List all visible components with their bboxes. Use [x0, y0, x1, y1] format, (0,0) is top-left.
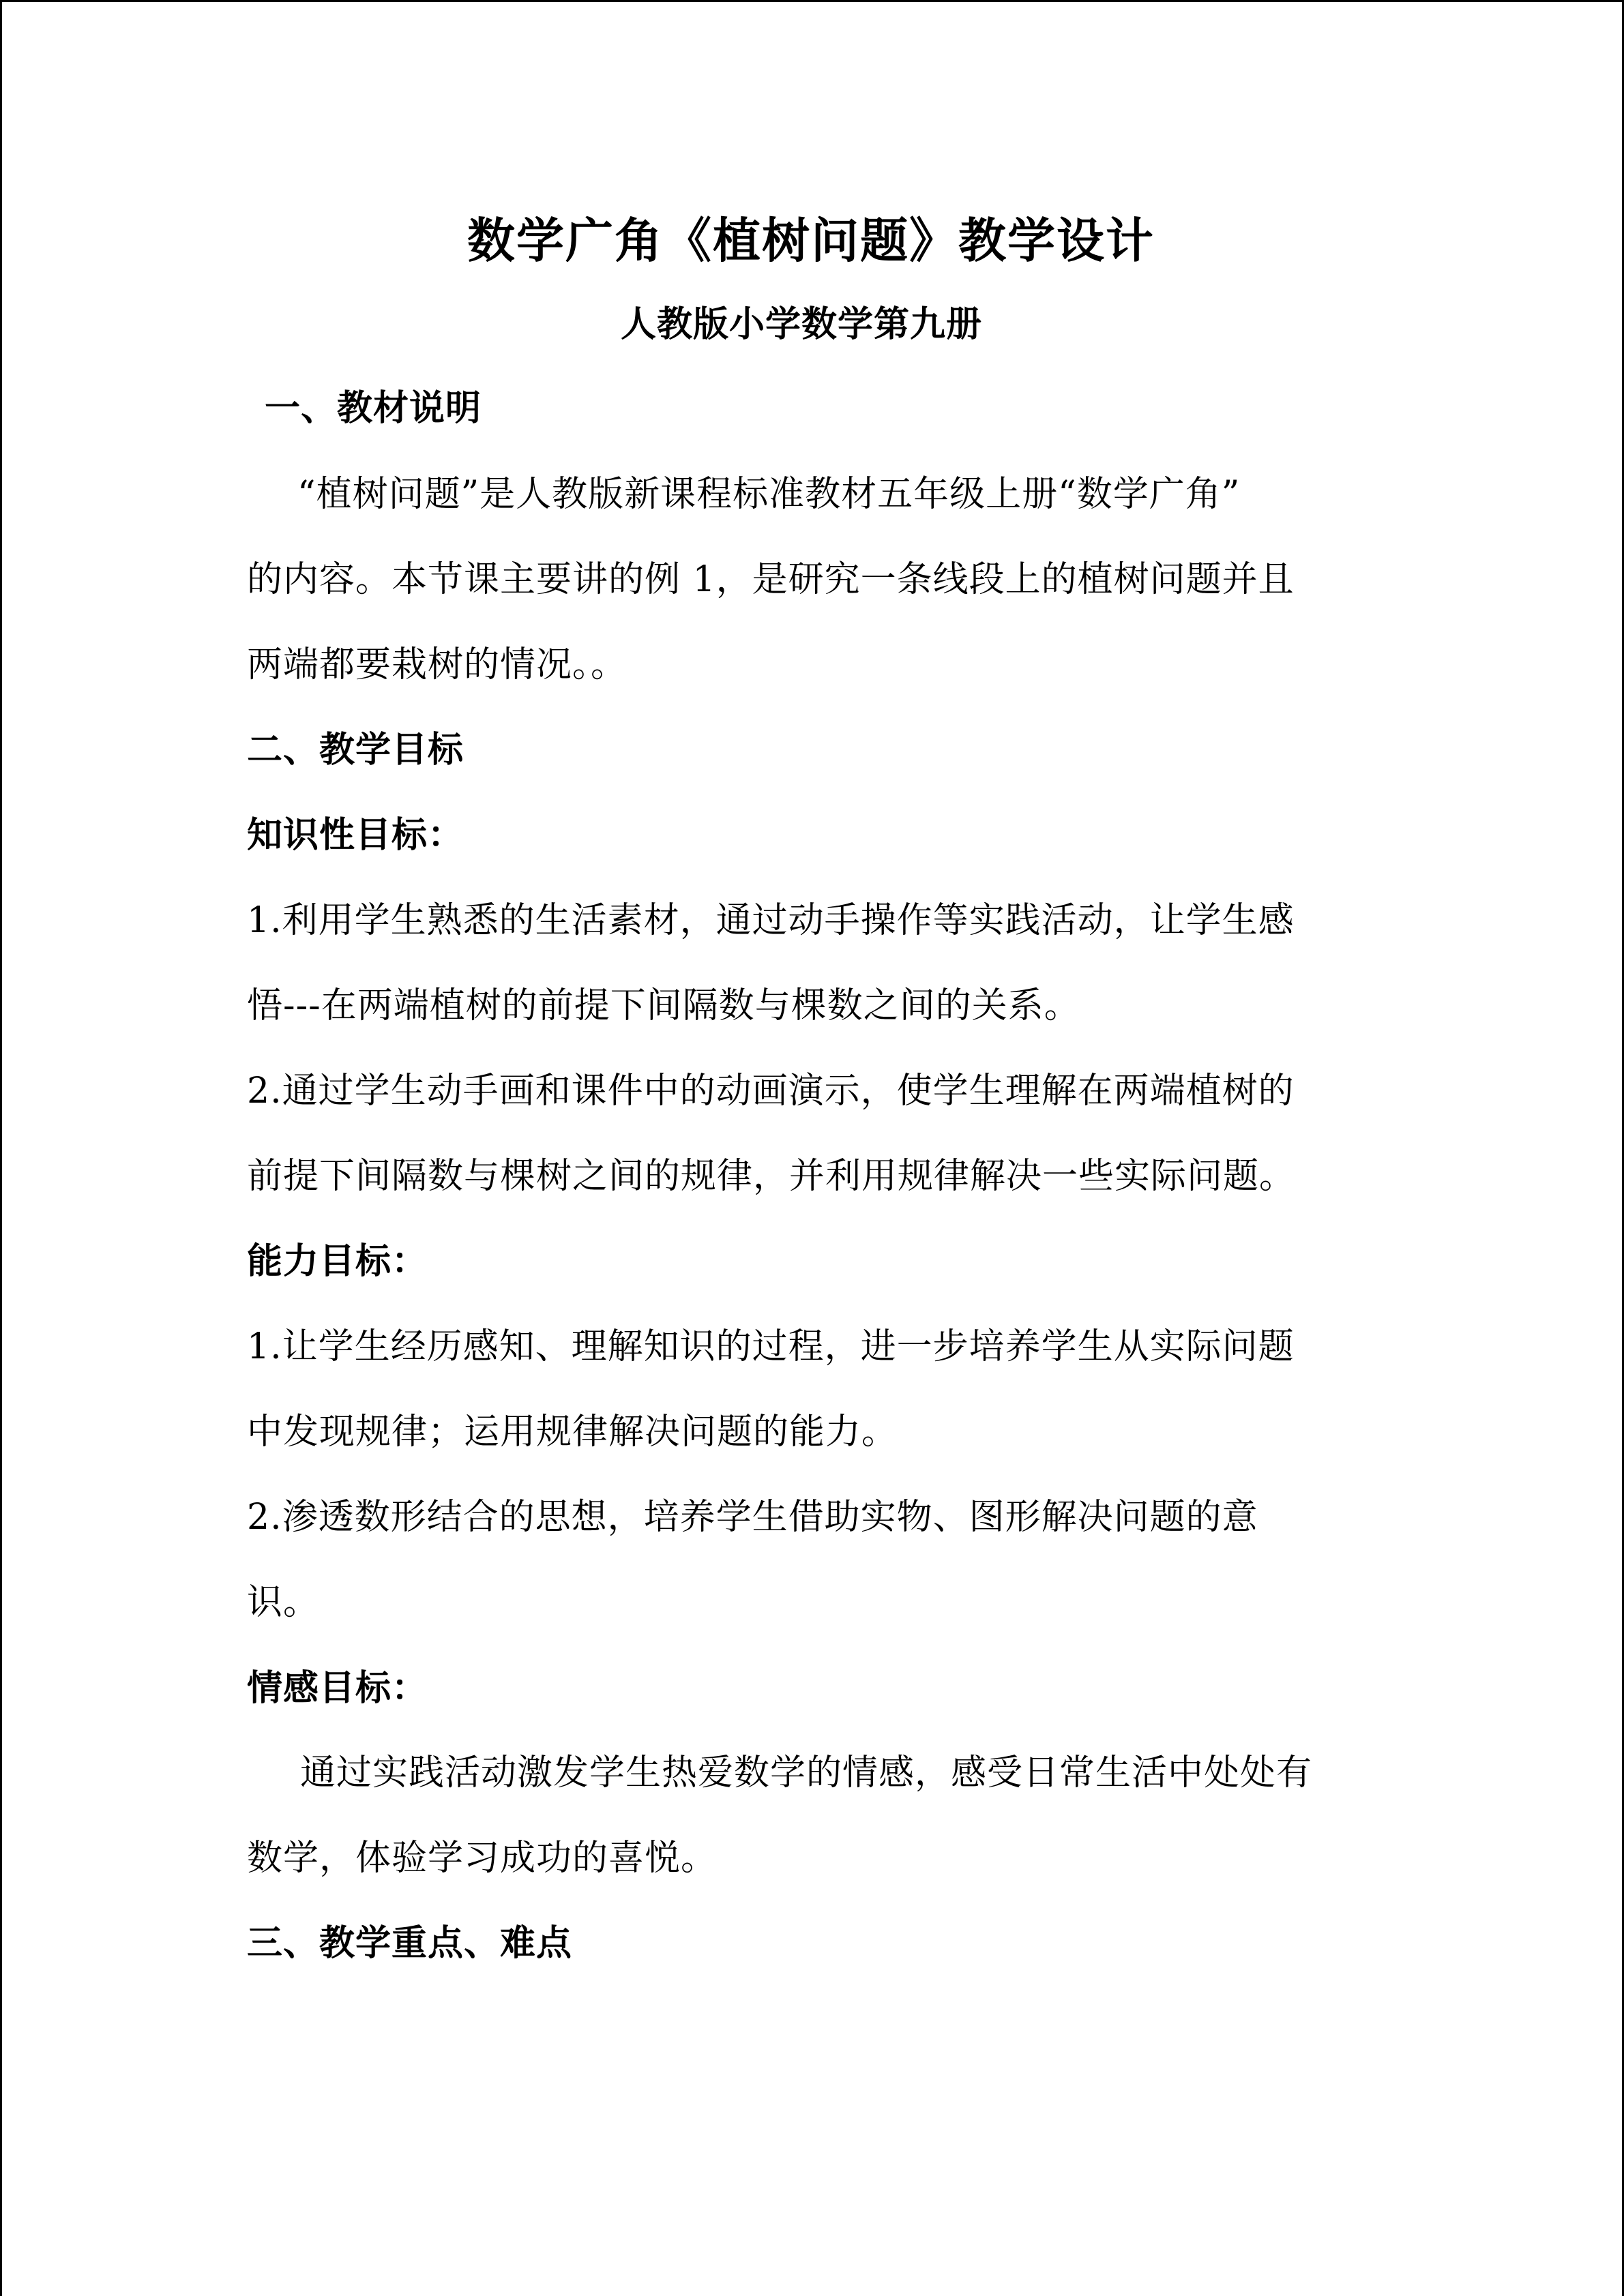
subheading-emotion-objectives: 情感目标：	[247, 1668, 428, 1709]
paragraph-line: 1.让学生经历感知、理解知识的过程，进一步培养学生从实际问题	[247, 1326, 1295, 1367]
section-heading-objectives: 二、教学目标	[247, 730, 464, 771]
paragraph-line: 数学，体验学习成功的喜悦。	[247, 1838, 718, 1879]
paragraph-line: 悟---在两端植树的前提下间隔数与棵数之间的关系。	[247, 985, 1080, 1026]
section-heading-keypoints: 三、教学重点、难点	[247, 1923, 573, 1964]
paragraph-line: 通过实践活动激发学生热爱数学的情感，感受日常生活中处处有	[300, 1753, 1313, 1793]
paragraph-line: 前提下间隔数与棵树之间的规律，并利用规律解决一些实际问题。	[247, 1156, 1296, 1197]
document-title: 数学广角《植树问题》教学设计	[467, 213, 1155, 269]
paragraph-line: 1.利用学生熟悉的生活素材，通过动手操作等实践活动，让学生感	[247, 900, 1295, 941]
paragraph-line: 中发现规律；运用规律解决问题的能力。	[247, 1412, 898, 1452]
paragraph-line: 2.渗透数形结合的思想，培养学生借助实物、图形解决问题的意	[247, 1497, 1258, 1538]
paragraph-line: 两端都要栽树的情况。。	[247, 644, 628, 685]
section-heading-materials: 一、教材说明	[265, 388, 482, 429]
paragraph-line: 识。	[247, 1582, 320, 1623]
subheading-ability-objectives: 能力目标：	[247, 1241, 428, 1282]
paragraph-line: 2.通过学生动手画和课件中的动画演示，使学生理解在两端植树的	[247, 1071, 1295, 1112]
document-subtitle: 人教版小学数学第九册	[621, 304, 983, 345]
paragraph-line: “植树问题”是人教版新课程标准教材五年级上册“数学广角”	[297, 474, 1241, 515]
paragraph-line: 的内容。本节课主要讲的例 1，是研究一条线段上的植树问题并且	[247, 559, 1295, 600]
subheading-knowledge-objectives: 知识性目标：	[247, 815, 464, 856]
